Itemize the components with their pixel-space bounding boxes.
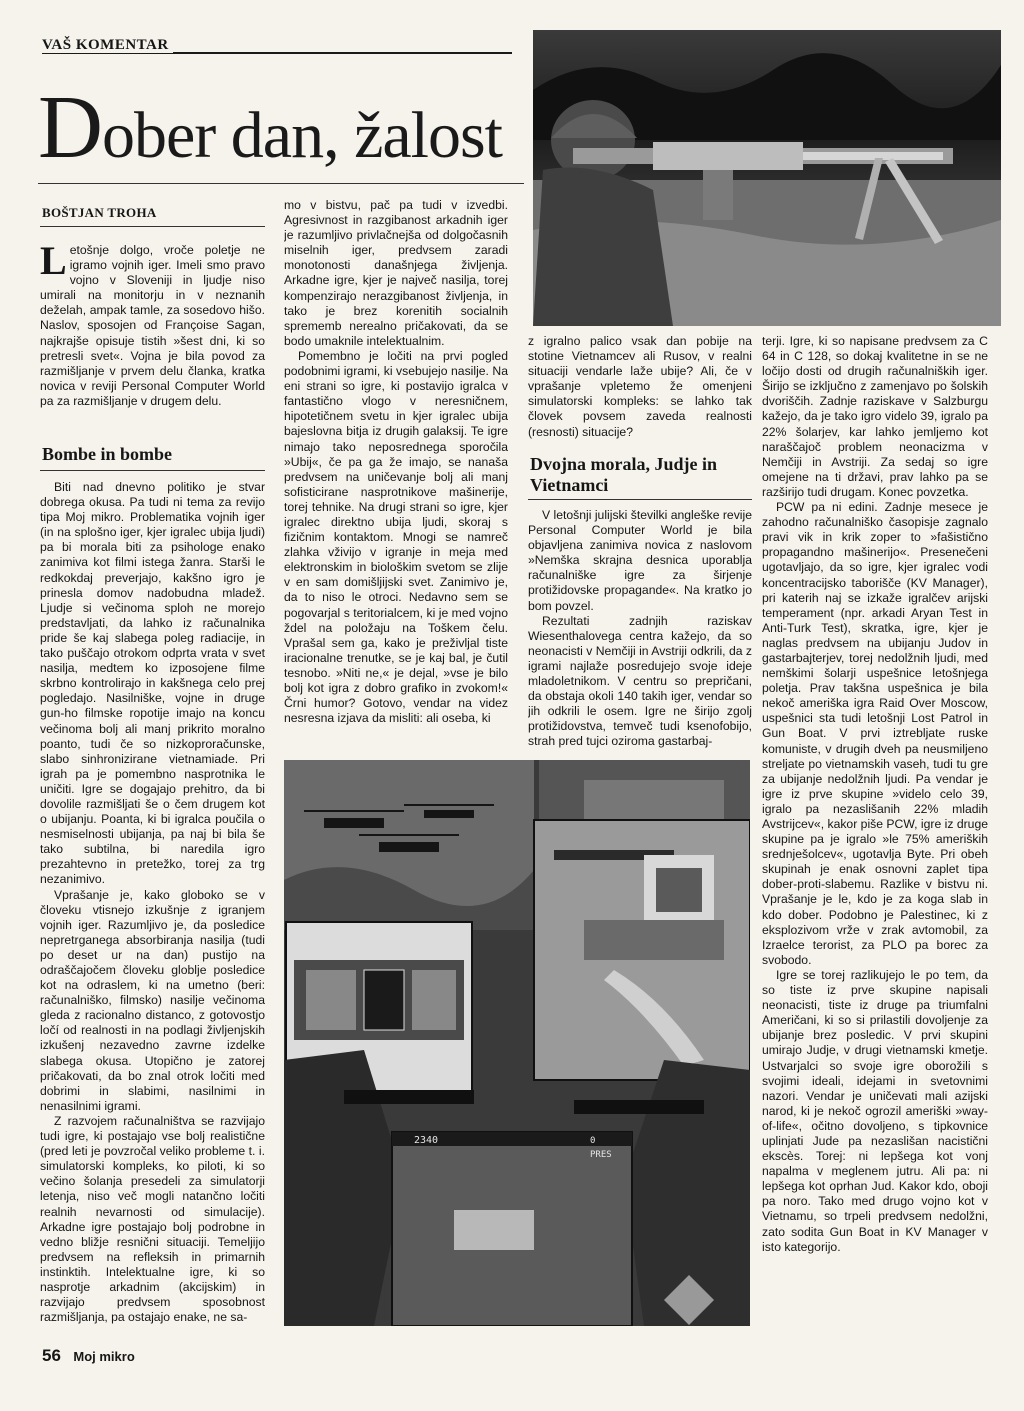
paragraph: Biti nad dnevno politiko je stvar dobrega okusa. Pa tudi ni tema za revijo tipa Moj mikro. Problematika vojnih iger (in na splošno iger, kjer igralec ubija ljudi) pa bi morala biti za psihologe enako zanimiva kot filmi istega žanra. Starši le redkokdaj preverjajo, kakšno igro je prinesla domov nadobudna mladež. Ljudje si večinoma sploh ne morejo predstavljati, da lahko iz računalnika pride še kaj slabega poleg radiacije, in tako puščajo otrokom odprta vrata v svet nasilja, medtem ko izposojene filme skrbno kontrolirajo in kakšnega celo prej pogledajo. Nasilniške, vojne in druge gun-ho filmske ropotije imajo na koncu večinoma bolj ali manj prikrito moralno poanto, tudi če so nizkoproračunske, slabo sinhronizirane vietnamiade. Pri igrah pa je pomembno nasprotnika le uničiti. Igre se dogajajo prehitro, da bi dovolile razmišljati še o čem drugem kot o ubijanju. Poanta, ki bi igralca poučila o nesmiselnosti ubijanja, pa naj bi bila še tako subtilna, bi naredila igro prezahtevno in pretežko, torej za trg nezanimivo. <box>40 480 265 887</box>
soldier-photo <box>533 30 1001 326</box>
page-number: 56 <box>42 1346 61 1365</box>
paragraph: Vprašanje je, kako globoko se v človeku vtisnejo izkušnje z igranjem vojnih iger. Razumljivo je, da posledice nepretrganega absorbiranja nasilja (tudi po deset ur na dan) pustijo na odraščajočem človeku globlje posledice kot na odraslem, ki na umetno (beri: računalniško, filmsko) nasilje večinoma gleda z racionalno distanco, z gotovostjo ločí od realnosti in na podlagi življenjskih izkušenj nezavedno zavrne izdelke slabega okusa. Utopično je zatorej pričakovati, da bo znal otrok ločiti med dobrimi in slabimi, nasilnimi in nenasilnimi igrami. <box>40 887 265 1113</box>
byline-rule <box>40 226 265 227</box>
paragraph: V letošnji julijski številki angleške revije Personal Computer World je bila objavljena zanimiva novica z naslovom »Nemška skrajna desnica uporablja računalniške igre za širjenje protižidovske propagande«. Na kratko jo bom povzel. <box>528 508 752 613</box>
paragraph: Pomembno je ločiti na prvi pogled podobnimi igrami, ki vsebujejo nasilje. Na eni strani so igre, ki postavijo igralca v fantastično vlogo v neresničnem, hipotetičnem svetu in kjer igralec ubija bajeslovna bitja iz drugih galaksij. Te igre nimajo tako neposrednega sporočila »Ubij«, če pa ga že imajo, se nanaša predvsem na uničevanje bolj ali manj sofisticirane nasprotnikove mašinerije, torej tehnike. Na drugi strani so igre, kjer igralec direktno ubija ljudi, skoraj s fizičnim kontaktom. Mnogi se namreč zlahka vživijo v igranje in meja med elektronskim in biološkim svetom se zlije v en sam domišljijski svet. Zanimivo je, da to niso le otroci. Nedavno sem se pogovarjal s teritorialcem, ki je med vojno ždel na položaju na Toškem čelu. Vprašal sem ga, kako je preživljal tiste iracionalne trenutke, se je kaj bal, je čutil tesnobo. »Niti ne,« je dejal, »vse je bilo bolj kot igra z dobro grafiko in zvokom!« Črni humor? Gotovo, vendar na videz nesresna izjava da misliti: ali oseba, ki <box>284 348 508 726</box>
subhead-rule-2 <box>528 499 752 500</box>
magazine-name: Moj mikro <box>73 1349 135 1364</box>
subhead-bombe: Bombe in bombe <box>42 444 173 464</box>
author-byline: BOŠTJAN TROHA <box>42 205 157 220</box>
paragraph: PCW pa ni edini. Zadnje mesece je zahodno računalniško časopisje zagnalo pravi vik in krik zoper to »fašistično propagandno mašinerijo«. Presenečeni ugotavljajo, da so igre, kjer igralec vodi koncentracijsko taborišče (KV Manager), pri katerih naj se izkaže igralčev arijski temperament (npr. arkadi Aryan Test in Anti-Turk Test), skratka, igre, kjer je naglas predvsem na ubijanju Judov in gastarbajterjev, torej nedolžnih ljudi, med nemškimi šolarji uspešnice letošnjega poletja. Prav takšna uspešnica je bila nekoč ameriška igra Raid Over Moscow, uspešnici sta tudi letošnji Lost Patrol in Gun Boat. V prvi iztrebljate ruske komuniste, v drugih dveh pa neusmiljeno streljate po vietnamskih vaseh, tudi tu gre za ubijanje nedolžnih ljudi. Pa vendar je igre iz prve skupine »videlo celo 39, igralo pa nezaslišanih 22% mladih Avstrijcev«, kakor piše PCW, igre iz druge skupine pa je igralo »le 75% ameriških srednješolcev«, ugotavlja Byte. Pri obeh skupinah je enak osnovni zaplet tipa dober-proti-slabemu. Razlike v bistvu ni. Vprašanje je le, kdo je za koga slab in kdo dober. Podobno je Palestinec, ki z eksplozivom vrže v zrak avtomobil, za Izraelce terorist, za PLO pa borec za svobodo. <box>762 500 988 967</box>
page-footer <box>42 1346 135 1366</box>
game-screenshot-collage <box>284 760 750 1326</box>
game-score: 2340 <box>414 1135 439 1146</box>
paragraph: mo v bistvu, pač pa tudi v izvedbi. Agresivnost in razgibanost arkadnih iger je razumljivo privlačnejša od dolgočasnih miselnih iger, predvsem zaradi monotonosti današnjega življenja. Arkadne igre, kjer je največ nasilja, torej kompenzirajo nerazgibanost življenja, in tako je brez korenitih socialnih sprememb nerealno pričakovati, da se bodo umaknile intelektualnim. <box>284 198 508 348</box>
column-4-body <box>762 334 988 1324</box>
paragraph: Rezultati zadnjih raziskav Wiesenthalovega centra kažejo, da so neonacisti v Nemčiji in Avstriji odkrili, da z igrami najlaže posredujejo svoje ideje mladoletnikom. V centru so prepričani, da obstaja okoli 140 takih iger, vendar so jih odkrili le osem. Igre ne širijo zgolj protižidovstva, temveč tudi ksenofobijo, strah pred tujci oziroma gastarbaj- <box>528 613 752 749</box>
intro-text: etošnje dolgo, vroče poletje ne igramo vojnih iger. Imeli smo pravo vojno v Sloveniji in ljudje niso umirali na monitorju in v neznanih deželah, ampak tamle, za sosedovo hišo. Naslov, sposojen od Françoise Sagan, najkrajše opisuje tistih »šest dni, ki so pretresli svet«. Vojna je bila povod za razmišljanje v prvem delu članka, kratka novica v reviji Personal Computer World pa za razmišljanje v drugem delu. <box>40 243 265 408</box>
game-zero: 0 <box>590 1136 596 1146</box>
drop-cap: L <box>40 238 67 283</box>
paragraph: Z razvojem računalništva se razvijajo tudi igre, ki postajajo vse bolj realistične (pred leti je povzročal veliko probleme t. i. simulatorski kompleks, ko piloti, ki so večino šolanja presedeli za simulatorji letenja, niso več mogli natančno ločiti realnih nevarnosti od simulacije). Arkadne igre postajajo bolj podrobne in vedno bližje resnični situaciji. Temeljijo predvsem na refleksih in primarnih instinktih. Intelektualne igre, ki so nasprotje arkadnim (akcijskim) in razvijajo predvsem sposobnost razmišljanja, pa ostajajo enake, ne sa- <box>40 1113 265 1325</box>
headline-initial: D <box>38 78 102 177</box>
column-3-body <box>528 508 752 758</box>
game-press: PRES <box>590 1150 612 1160</box>
paragraph: Igre se torej razlikujejo le po tem, da so tiste iz prve skupine napisali neonacisti, tiste iz druge pa triumfalni Američani, ki so si prilastili dovoljenje za ubijanje brez posledic. V prvi skupini umirajo Judje, v drugi vietnamski kmetje. Ustvarjalci so svoje igre oborožili s svojimi ideali, idejami in svetovnimi nazori. Vendar je uničevati mali azijski narod, ki je nekoč ogrozil ameriški »way-of-life«, očitno dovoljeno, s tipkovnice uplinjati Jude pa nezaslišan nacistični ekscès. Torej: ni lepšega kot vonj napalma v meglenem jutru. Ali pa: ni lepšega kot oprhan Jud. Kakor kdo, oboji pa noro. Tako med drugo vojno kot v Vietnamu, so trpeli predvsem nedolžni, zato sodita Gun Boat in KV Manager v isto kategorijo. <box>762 967 988 1254</box>
rubric-label: VAŠ KOMENTAR <box>42 37 173 53</box>
headline-rule <box>38 183 524 184</box>
column-1-body <box>40 480 265 1340</box>
section-rubric <box>42 36 512 58</box>
article-headline <box>38 78 518 177</box>
column-1-intro <box>40 238 265 408</box>
paragraph: terji. Igre, ki so napisane predvsem za C 64 in C 128, so dokaj kvalitetne in se ne ločijo dosti od drugih računalniških iger. Širijo se izključno z zamenjavo po šolskih dvoriščih. Zadnje raziskave v Salzburgu kažejo, da je tako igro videlo 39, igralo pa 22% šolarjev, kar lahko jemljemo kot naraščajoč problem neonacizma v Nemčiji in Avstriji. Za sedaj so igre omejene na ti državi, prav lahko pa se razširijo tudi drugam. Konec povzetka. <box>762 334 988 499</box>
soldier-photo-graphic <box>533 30 1001 326</box>
column-2-body <box>284 198 508 754</box>
collage-graphic <box>284 760 750 1326</box>
paragraph: z igralno palico vsak dan pobije na stotine Vietnamcev ali Rusov, v realni situaciji vendarle laže ubije? Ali, če v vprašanje vpletemo že omenjeni simulatorski kompleks: se lahko tak človek povsem zaveda realnosti (resnosti) situacije? <box>528 334 752 439</box>
subhead-dvojna-morala: Dvojna morala, Judje in Vietnamci <box>530 454 718 495</box>
column-3-top <box>528 334 752 444</box>
subhead-rule-1 <box>40 470 265 471</box>
headline-text: ober dan, žalost <box>102 99 503 172</box>
